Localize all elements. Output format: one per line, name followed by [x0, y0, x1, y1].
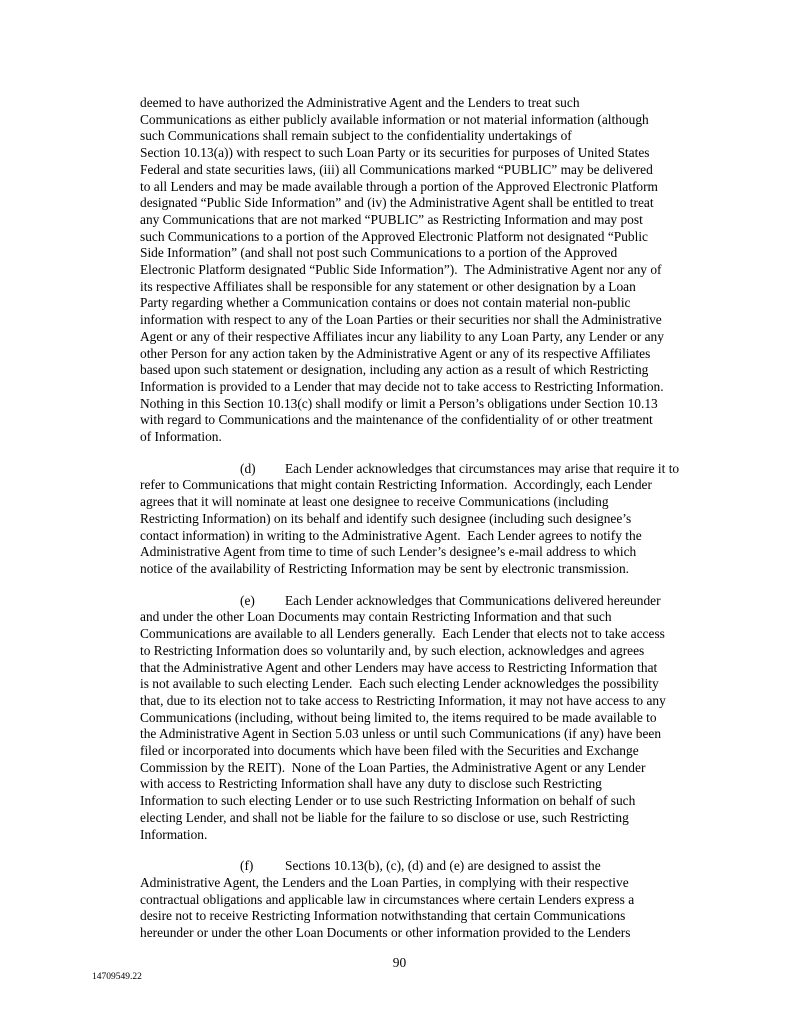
- text-line: Administrative Agent from time to time of such Lender’s designee’s e-mail address to which: [140, 544, 637, 560]
- text-line: Nothing in this Section 10.13(c) shall modify or limit a Person’s obligations under Section 10.13: [140, 395, 658, 411]
- text-line: Side Information” (and shall not post such Communications to a portion of the Approved: [140, 245, 618, 261]
- text-line: any Communications that are not marked “PUBLIC” as Restricting Information and may post: [140, 211, 643, 227]
- text-line: refer to Communications that might contain Restricting Information. Accordingly, each Lender: [140, 477, 652, 493]
- page-number: 90: [392, 955, 407, 970]
- document-id-footer: 14709549.22: [92, 972, 142, 982]
- paragraph-label: (f): [240, 858, 254, 874]
- document-body: [140, 95, 730, 957]
- paragraph: [140, 858, 730, 942]
- text-line: Section 10.13(a)) with respect to such Loan Party or its securities for purposes of United States: [140, 145, 650, 161]
- text-line: Party regarding whether a Communication contains or does not contain material non-public: [140, 295, 631, 311]
- paragraph-label: (d): [240, 460, 256, 476]
- text-line: other Person for any action taken by the Administrative Agent or any of its respective Affiliates: [140, 345, 651, 361]
- text-line: designated “Public Side Information” and (iv) the Administrative Agent shall be entitled to treat: [140, 195, 654, 211]
- text-line: with regard to Communications and the maintenance of the confidentiality of or other treatment: [140, 412, 653, 428]
- paragraph: [140, 461, 730, 578]
- text-line: Federal and state securities laws, (iii) all Communications marked “PUBLIC” may be delivered: [140, 161, 653, 177]
- text-line: that, due to its election not to take access to Restricting Information, it may not have access to any: [140, 692, 666, 708]
- text-line: Commission by the REIT). None of the Loan Parties, the Administrative Agent or any Lender: [140, 759, 646, 775]
- text-line: such Communications shall remain subject to the confidentiality undertakings of: [140, 128, 572, 144]
- text-line: agrees that it will nominate at least one designee to receive Communications (including: [140, 494, 609, 510]
- text-line: with access to Restricting Information shall have any duty to disclose such Restricting: [140, 776, 602, 792]
- text-line: Agent or any of their respective Affiliates incur any liability to any Loan Party, any Lender or any: [140, 328, 664, 344]
- paragraph: [140, 95, 730, 446]
- text-line: that the Administrative Agent and other Lenders may have access to Restricting Information that: [140, 659, 658, 675]
- text-line: is not available to such electing Lender. Each such electing Lender acknowledges the possibility: [140, 676, 659, 692]
- text-line: its respective Affiliates shall be responsible for any statement or other designation by a Loan: [140, 278, 636, 294]
- text-line: and under the other Loan Documents may contain Restricting Information and that such: [140, 609, 612, 625]
- text-line: (d) Each Lender acknowledges that circumstances may arise that require it to: [240, 460, 680, 476]
- text-line: contact information) in writing to the Administrative Agent. Each Lender agrees to notify the: [140, 527, 642, 543]
- text-line: (e) Each Lender acknowledges that Communications delivered hereunder: [240, 592, 661, 608]
- text-line: desire not to receive Restricting Information notwithstanding that certain Communications: [140, 908, 626, 924]
- text-line: Restricting Information) on its behalf and identify such designee (including such designee’s: [140, 510, 632, 526]
- text-line: filed or incorporated into documents which have been filed with the Securities and Exchange: [140, 743, 639, 759]
- paragraph: [140, 593, 730, 844]
- text-line: based upon such statement or designation, including any action as a result of which Restricting: [140, 362, 649, 378]
- text-line: hereunder or under the other Loan Documents or other information provided to the Lenders: [140, 925, 631, 941]
- text-line: Electronic Platform designated “Public Side Information”). The Administrative Agent nor any of: [140, 262, 662, 278]
- text-line: information with respect to any of the Loan Parties or their securities nor shall the Administrative: [140, 312, 662, 328]
- text-line: Administrative Agent, the Lenders and the Loan Parties, in complying with their respective: [140, 874, 629, 890]
- text-line: Communications (including, without being limited to, the items required to be made available to: [140, 709, 657, 725]
- text-line: deemed to have authorized the Administrative Agent and the Lenders to treat such: [140, 95, 580, 110]
- text-line: such Communications to a portion of the Approved Electronic Platform not designated “Public: [140, 228, 649, 244]
- text-line: notice of the availability of Restricting Information may be sent by electronic transmission.: [140, 560, 630, 576]
- text-line: Information to such electing Lender or to use such Restricting Information on behalf of such: [140, 793, 636, 809]
- text-line: (f) Sections 10.13(b), (c), (d) and (e) are designed to assist the: [240, 858, 601, 874]
- text-line: the Administrative Agent in Section 5.03 unless or until such Communications (if any) have been: [140, 726, 662, 742]
- text-line: contractual obligations and applicable law in circumstances where certain Lenders express a: [140, 891, 635, 907]
- text-line: to Restricting Information does so voluntarily and, by such election, acknowledges and agrees: [140, 642, 645, 658]
- text-line: Communications are available to all Lenders generally. Each Lender that elects not to take access: [140, 626, 665, 642]
- text-line: to all Lenders and may be made available through a portion of the Approved Electronic Platform: [140, 178, 658, 194]
- text-line: Communications as either publicly available information or not material information (although: [140, 111, 649, 127]
- paragraph-label: (e): [240, 592, 255, 608]
- text-line: electing Lender, and shall not be liable for the failure to so disclose or use, such Restricting: [140, 809, 629, 825]
- text-line: Information.: [140, 826, 208, 842]
- text-line: of Information.: [140, 429, 222, 445]
- text-line: Information is provided to a Lender that may decide not to take access to Restricting Information.: [140, 378, 664, 394]
